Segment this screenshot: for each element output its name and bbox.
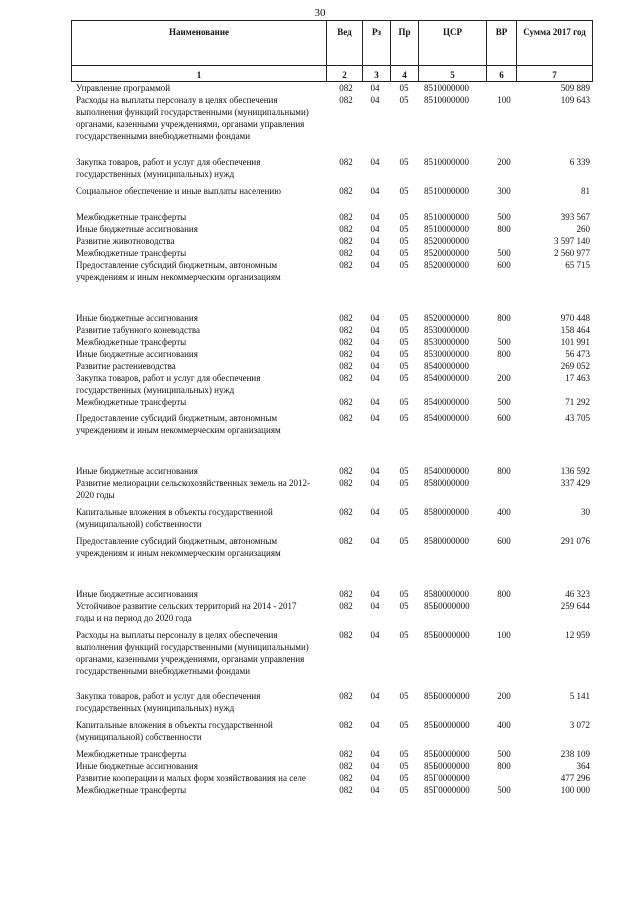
row-ved: 082 — [339, 749, 353, 759]
row-pr: 05 — [399, 397, 409, 407]
row-rz: 04 — [370, 212, 380, 222]
row-pr: 05 — [399, 337, 409, 347]
row-pr: 05 — [399, 212, 409, 222]
row-rz: 04 — [370, 630, 380, 640]
row-csr: 85Б0000000 — [424, 630, 470, 640]
row-vr: 400 — [497, 507, 511, 517]
row-vr: 800 — [497, 224, 511, 234]
table-row — [76, 372, 594, 396]
row-csr: 8540000000 — [424, 413, 469, 423]
row-pr: 05 — [399, 601, 409, 611]
row-pr: 05 — [399, 260, 409, 270]
row-rz: 04 — [370, 536, 380, 546]
row-pr: 05 — [399, 373, 409, 383]
row-rz: 04 — [370, 349, 380, 359]
row-sum: 43 705 — [565, 413, 590, 423]
row-ved: 082 — [339, 349, 353, 359]
row-name: Развитие кооперации и малых форм хозяйствования на селе — [76, 773, 306, 783]
table-row — [76, 588, 594, 600]
row-rz: 04 — [370, 478, 380, 488]
row-ved: 082 — [339, 720, 353, 730]
row-name: Развитие растениеводства — [76, 361, 176, 371]
table-row — [76, 94, 594, 142]
row-pr: 05 — [399, 773, 409, 783]
table-row — [76, 535, 594, 559]
row-name: Межбюджетные трансферты — [76, 785, 187, 795]
row-rz: 04 — [370, 236, 380, 246]
row-rz: 04 — [370, 761, 380, 771]
row-sum: 3 597 140 — [554, 236, 590, 246]
row-name: Иные бюджетные ассигнования — [76, 466, 198, 476]
row-rz: 04 — [370, 691, 380, 701]
row-sum: 100 000 — [560, 785, 590, 795]
table-row — [76, 600, 594, 624]
row-name: Предоставление субсидий бюджетным, автономным учреждениям и иным некоммерческим организациям — [76, 260, 281, 282]
row-csr: 8580000000 — [424, 478, 469, 488]
table-row — [76, 223, 594, 235]
row-rz: 04 — [370, 413, 380, 423]
row-ved: 082 — [339, 248, 353, 258]
row-pr: 05 — [399, 83, 409, 93]
row-vr: 100 — [497, 630, 511, 640]
row-pr: 05 — [399, 248, 409, 258]
row-ved: 082 — [339, 601, 353, 611]
row-csr: 85Б0000000 — [424, 749, 470, 759]
row-vr: 600 — [497, 260, 511, 270]
row-rz: 04 — [370, 361, 380, 371]
row-rz: 04 — [370, 83, 380, 93]
row-name: Межбюджетные трансферты — [76, 397, 187, 407]
row-vr: 200 — [497, 157, 511, 167]
table-header — [71, 20, 593, 82]
row-name: Развитие табунного коневодства — [76, 325, 201, 335]
row-rz: 04 — [370, 337, 380, 347]
row-pr: 05 — [399, 349, 409, 359]
row-name: Закупка товаров, работ и услуг для обеспечения государственных (муниципальных) нужд — [76, 157, 261, 179]
table-row — [76, 412, 594, 436]
row-name: Межбюджетные трансферты — [76, 212, 187, 222]
row-sum: 238 109 — [560, 749, 590, 759]
row-pr: 05 — [399, 589, 409, 599]
row-sum: 101 991 — [560, 337, 590, 347]
row-sum: 136 592 — [560, 466, 590, 476]
header-col-number: 1 — [72, 66, 327, 82]
header-csr: ЦСР — [419, 21, 487, 66]
header-sum: Сумма 2017 год — [517, 21, 593, 66]
row-rz: 04 — [370, 313, 380, 323]
row-csr: 85Г0000000 — [424, 785, 470, 795]
row-ved: 082 — [339, 397, 353, 407]
row-name: Расходы на выплаты персоналу в целях обеспечения выполнения функций государственными (муниципальными) органами, казенными учреждениями, органами управления государственными внебюджетными фондами — [76, 95, 309, 141]
row-rz: 04 — [370, 785, 380, 795]
row-rz: 04 — [370, 720, 380, 730]
row-csr: 8510000000 — [424, 83, 469, 93]
row-pr: 05 — [399, 95, 409, 105]
header-col-number: 6 — [487, 66, 517, 82]
row-ved: 082 — [339, 186, 353, 196]
row-rz: 04 — [370, 186, 380, 196]
row-name: Межбюджетные трансферты — [76, 337, 187, 347]
table-body — [76, 82, 594, 806]
row-vr: 200 — [497, 373, 511, 383]
header-col-number: 7 — [517, 66, 593, 82]
row-ved: 082 — [339, 761, 353, 771]
row-csr: 8520000000 — [424, 236, 469, 246]
row-csr: 8530000000 — [424, 325, 469, 335]
row-csr: 8520000000 — [424, 260, 469, 270]
row-vr: 500 — [497, 248, 511, 258]
table-row — [76, 396, 594, 408]
row-rz: 04 — [370, 601, 380, 611]
row-ved: 082 — [339, 691, 353, 701]
row-csr: 8580000000 — [424, 536, 469, 546]
header-col-number: 2 — [327, 66, 363, 82]
row-rz: 04 — [370, 373, 380, 383]
row-sum: 109 643 — [560, 95, 590, 105]
row-csr: 8510000000 — [424, 186, 469, 196]
row-vr: 100 — [497, 95, 511, 105]
row-csr: 85Б0000000 — [424, 601, 470, 611]
header-col-number: 3 — [363, 66, 391, 82]
row-sum: 393 567 — [560, 212, 590, 222]
row-vr: 800 — [497, 349, 511, 359]
row-csr: 8580000000 — [424, 589, 469, 599]
row-vr: 500 — [497, 749, 511, 759]
row-sum: 3 072 — [569, 720, 590, 730]
table-row — [76, 690, 594, 714]
row-csr: 8580000000 — [424, 507, 469, 517]
table-row — [76, 360, 594, 372]
row-csr: 8530000000 — [424, 337, 469, 347]
row-pr: 05 — [399, 186, 409, 196]
row-ved: 082 — [339, 773, 353, 783]
table-row — [76, 477, 594, 501]
row-ved: 082 — [339, 83, 353, 93]
row-name: Расходы на выплаты персоналу в целях обеспечения выполнения функций государственными (муниципальными) органами, казенными учреждениями, органами управления государственными внебюджетными фондами — [76, 630, 309, 676]
row-ved: 082 — [339, 507, 353, 517]
row-pr: 05 — [399, 466, 409, 476]
row-csr: 85Б0000000 — [424, 720, 470, 730]
row-csr: 8530000000 — [424, 349, 469, 359]
row-sum: 30 — [581, 507, 590, 517]
table-row — [76, 185, 594, 197]
row-name: Развитие животноводства — [76, 236, 175, 246]
table-row — [76, 760, 594, 772]
row-ved: 082 — [339, 361, 353, 371]
row-rz: 04 — [370, 325, 380, 335]
table-row — [76, 629, 594, 677]
row-ved: 082 — [339, 478, 353, 488]
table-row — [76, 465, 594, 477]
row-vr: 500 — [497, 212, 511, 222]
header-rz: Рз — [363, 21, 391, 66]
row-rz: 04 — [370, 589, 380, 599]
row-ved: 082 — [339, 373, 353, 383]
row-ved: 082 — [339, 95, 353, 105]
row-name: Закупка товаров, работ и услуг для обеспечения государственных (муниципальных) нужд — [76, 691, 261, 713]
row-csr: 8540000000 — [424, 361, 469, 371]
row-sum: 970 448 — [560, 313, 590, 323]
row-sum: 5 141 — [569, 691, 590, 701]
row-vr: 500 — [497, 785, 511, 795]
header-name: Наименование — [72, 21, 327, 66]
page-number: 30 — [314, 7, 326, 19]
row-ved: 082 — [339, 589, 353, 599]
row-csr: 8540000000 — [424, 373, 469, 383]
row-pr: 05 — [399, 325, 409, 335]
row-vr: 600 — [497, 536, 511, 546]
row-csr: 85Г0000000 — [424, 773, 470, 783]
row-sum: 337 429 — [560, 478, 590, 488]
table-row — [76, 259, 594, 283]
row-csr: 85Б0000000 — [424, 761, 470, 771]
row-sum: 81 — [581, 186, 590, 196]
row-sum: 509 889 — [560, 83, 590, 93]
row-rz: 04 — [370, 157, 380, 167]
row-sum: 65 715 — [565, 260, 590, 270]
row-vr: 600 — [497, 413, 511, 423]
row-rz: 04 — [370, 507, 380, 517]
row-sum: 17 463 — [565, 373, 590, 383]
row-ved: 082 — [339, 236, 353, 246]
header-pr: Пр — [391, 21, 419, 66]
row-sum: 158 464 — [560, 325, 590, 335]
row-sum: 477 296 — [560, 773, 590, 783]
row-sum: 364 — [576, 761, 590, 771]
row-name: Закупка товаров, работ и услуг для обеспечения государственных (муниципальных) нужд — [76, 373, 261, 395]
row-name: Межбюджетные трансферты — [76, 749, 187, 759]
table-row — [76, 156, 594, 180]
row-vr: 300 — [497, 186, 511, 196]
row-csr: 8520000000 — [424, 248, 469, 258]
row-pr: 05 — [399, 761, 409, 771]
row-name: Устойчивое развитие сельских территорий на 2014 - 2017 годы и на период до 2020 года — [76, 601, 297, 623]
row-csr: 8510000000 — [424, 224, 469, 234]
row-vr: 800 — [497, 313, 511, 323]
table-row — [76, 247, 594, 259]
row-sum: 260 — [576, 224, 590, 234]
row-sum: 259 644 — [560, 601, 590, 611]
row-pr: 05 — [399, 630, 409, 640]
row-ved: 082 — [339, 313, 353, 323]
row-ved: 082 — [339, 785, 353, 795]
row-csr: 8540000000 — [424, 466, 469, 476]
row-csr: 8520000000 — [424, 313, 469, 323]
row-ved: 082 — [339, 337, 353, 347]
row-name: Капитальные вложения в объекты государственной (муниципальной) собственности — [76, 507, 273, 529]
row-name: Социальное обеспечение и иные выплаты населению — [76, 186, 281, 196]
row-sum: 269 052 — [560, 361, 590, 371]
row-ved: 082 — [339, 212, 353, 222]
row-ved: 082 — [339, 224, 353, 234]
row-pr: 05 — [399, 361, 409, 371]
header-col-number: 4 — [391, 66, 419, 82]
row-name: Развитие мелиорации сельскохозяйственных земель на 2012-2020 годы — [76, 478, 311, 500]
row-ved: 082 — [339, 536, 353, 546]
table-row — [76, 719, 594, 743]
row-name: Предоставление субсидий бюджетным, автономным учреждениям и иным некоммерческим организациям — [76, 413, 281, 435]
row-pr: 05 — [399, 536, 409, 546]
table-row — [76, 235, 594, 247]
header-vr: ВР — [487, 21, 517, 66]
row-name: Иные бюджетные ассигнования — [76, 224, 198, 234]
row-pr: 05 — [399, 313, 409, 323]
row-vr: 400 — [497, 720, 511, 730]
table-row — [76, 506, 594, 530]
table-row — [76, 748, 594, 760]
row-pr: 05 — [399, 691, 409, 701]
row-rz: 04 — [370, 397, 380, 407]
row-pr: 05 — [399, 236, 409, 246]
row-vr: 800 — [497, 466, 511, 476]
row-vr: 800 — [497, 761, 511, 771]
row-rz: 04 — [370, 260, 380, 270]
row-ved: 082 — [339, 260, 353, 270]
table-row — [76, 324, 594, 336]
row-pr: 05 — [399, 413, 409, 423]
row-rz: 04 — [370, 773, 380, 783]
row-ved: 082 — [339, 630, 353, 640]
row-rz: 04 — [370, 95, 380, 105]
table-row — [76, 772, 594, 784]
row-pr: 05 — [399, 785, 409, 795]
header-col-number: 5 — [419, 66, 487, 82]
header-ved: Вед — [327, 21, 363, 66]
table-row — [76, 82, 594, 94]
row-vr: 800 — [497, 589, 511, 599]
row-pr: 05 — [399, 224, 409, 234]
table-row — [76, 336, 594, 348]
row-pr: 05 — [399, 157, 409, 167]
row-sum: 71 292 — [565, 397, 590, 407]
row-name: Управление программой — [76, 83, 171, 93]
row-csr: 8540000000 — [424, 397, 469, 407]
row-pr: 05 — [399, 507, 409, 517]
row-name: Иные бюджетные ассигнования — [76, 761, 198, 771]
table-row — [76, 348, 594, 360]
row-pr: 05 — [399, 720, 409, 730]
row-csr: 8510000000 — [424, 157, 469, 167]
row-ved: 082 — [339, 157, 353, 167]
row-rz: 04 — [370, 224, 380, 234]
row-name: Иные бюджетные ассигнования — [76, 589, 198, 599]
row-name: Иные бюджетные ассигнования — [76, 349, 198, 359]
row-sum: 46 323 — [565, 589, 590, 599]
row-csr: 85Б0000000 — [424, 691, 470, 701]
row-vr: 200 — [497, 691, 511, 701]
table-row — [76, 784, 594, 796]
row-rz: 04 — [370, 749, 380, 759]
row-rz: 04 — [370, 248, 380, 258]
row-sum: 2 560 977 — [554, 248, 590, 258]
row-vr: 500 — [497, 337, 511, 347]
row-name: Предоставление субсидий бюджетным, автономным учреждениям и иным некоммерческим организациям — [76, 536, 281, 558]
row-ved: 082 — [339, 413, 353, 423]
row-pr: 05 — [399, 478, 409, 488]
row-ved: 082 — [339, 325, 353, 335]
table-row — [76, 312, 594, 324]
row-name: Капитальные вложения в объекты государственной (муниципальной) собственности — [76, 720, 273, 742]
row-vr: 500 — [497, 397, 511, 407]
row-rz: 04 — [370, 466, 380, 476]
table-row — [76, 211, 594, 223]
row-ved: 082 — [339, 466, 353, 476]
row-sum: 6 339 — [569, 157, 590, 167]
row-sum: 12 959 — [565, 630, 590, 640]
row-pr: 05 — [399, 749, 409, 759]
row-csr: 8510000000 — [424, 212, 469, 222]
row-name: Иные бюджетные ассигнования — [76, 313, 198, 323]
row-csr: 8510000000 — [424, 95, 469, 105]
row-sum: 56 473 — [565, 349, 590, 359]
row-name: Межбюджетные трансферты — [76, 248, 187, 258]
row-sum: 291 076 — [560, 536, 590, 546]
